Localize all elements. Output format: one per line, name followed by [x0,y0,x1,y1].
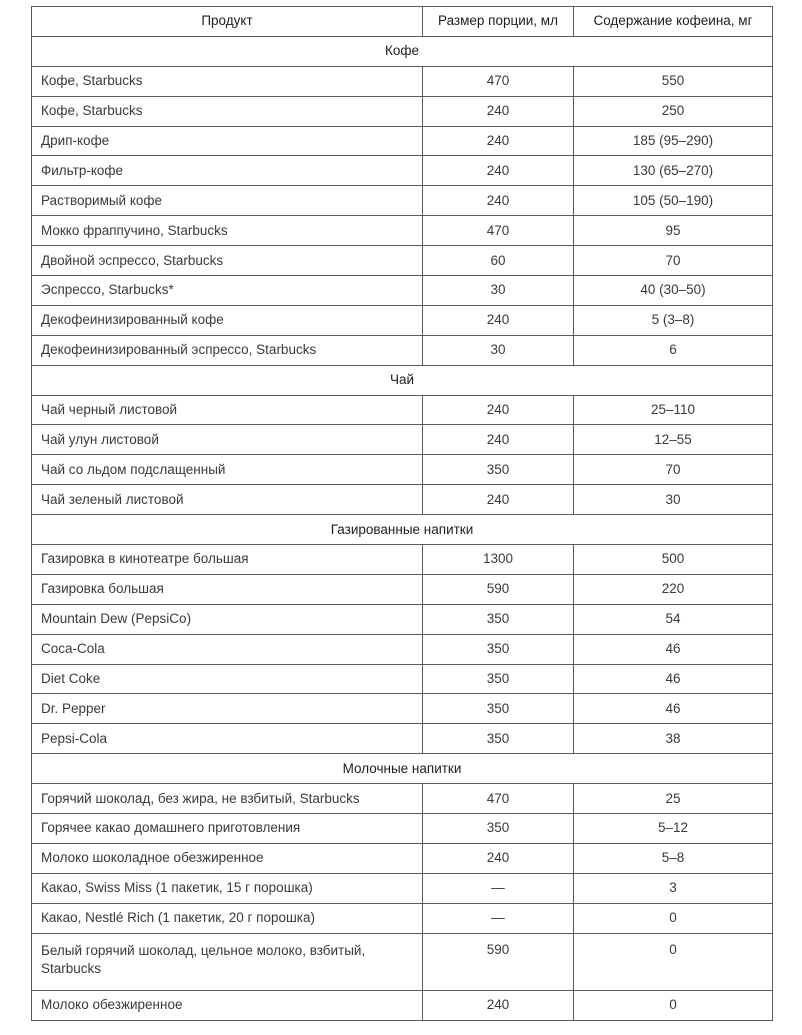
product-cell: Фильтр-кофе [32,156,423,186]
table-row [32,425,773,455]
table-row [32,903,773,933]
header-product: Продукт [32,7,423,37]
product-cell: Декофеинизированный эспрессо, Starbucks [32,335,423,365]
serving-size-cell: 240 [423,485,574,515]
caffeine-cell: 550 [574,66,773,96]
section-title: Газированные напитки [32,515,773,545]
table-row [32,276,773,306]
serving-size-cell: 30 [423,335,574,365]
product-cell: Кофе, Starbucks [32,66,423,96]
caffeine-cell: 70 [574,455,773,485]
table-row [32,485,773,515]
caffeine-cell: 0 [574,903,773,933]
product-cell: Чай улун листовой [32,425,423,455]
product-cell: Газировка большая [32,574,423,604]
serving-size-cell: 590 [423,574,574,604]
caffeine-table [31,6,773,1021]
caffeine-cell: 6 [574,335,773,365]
serving-size-cell: 470 [423,66,574,96]
serving-size-cell: 240 [423,425,574,455]
section-row [32,36,773,66]
caffeine-cell: 46 [574,664,773,694]
product-cell: Растворимый кофе [32,186,423,216]
table-row [32,724,773,754]
serving-size-cell: 240 [423,126,574,156]
table-row [32,186,773,216]
table-row [32,545,773,575]
serving-size-cell: 240 [423,186,574,216]
serving-size-cell: 30 [423,276,574,306]
caffeine-cell: 250 [574,96,773,126]
table-row [32,156,773,186]
section-row [32,515,773,545]
table-row [32,694,773,724]
serving-size-cell: 350 [423,604,574,634]
product-cell: Какао, Swiss Miss (1 пакетик, 15 г порошка) [32,873,423,903]
caffeine-cell: 0 [574,990,773,1020]
header-caffeine: Содержание кофеина, мг [574,7,773,37]
table-row [32,66,773,96]
table-row [32,784,773,814]
caffeine-cell: 3 [574,873,773,903]
product-cell: Декофеинизированный кофе [32,305,423,335]
serving-size-cell: 350 [423,694,574,724]
product-cell: Чай со льдом подслащенный [32,455,423,485]
serving-size-cell: 470 [423,784,574,814]
table-row [32,126,773,156]
caffeine-cell: 25 [574,784,773,814]
caffeine-cell: 0 [574,933,773,990]
table-row [32,634,773,664]
section-title: Чай [32,365,773,395]
product-cell: Кофе, Starbucks [32,96,423,126]
serving-size-cell: 350 [423,664,574,694]
table-row [32,395,773,425]
serving-size-cell: — [423,903,574,933]
caffeine-cell: 105 (50–190) [574,186,773,216]
product-cell: Coca-Cola [32,634,423,664]
table-row [32,814,773,844]
serving-size-cell: 240 [423,395,574,425]
product-cell: Dr. Pepper [32,694,423,724]
product-cell: Чай черный листовой [32,395,423,425]
product-cell: Белый горячий шоколад, цельное молоко, взбитый, Starbucks [32,933,423,990]
table-row [32,96,773,126]
serving-size-cell: 60 [423,246,574,276]
serving-size-cell: 590 [423,933,574,990]
product-cell: Mountain Dew (PepsiCo) [32,604,423,634]
caffeine-cell: 130 (65–270) [574,156,773,186]
caffeine-cell: 46 [574,634,773,664]
product-cell: Эспрессо, Starbucks* [32,276,423,306]
table-row [32,933,773,990]
serving-size-cell: 240 [423,156,574,186]
section-title: Молочные напитки [32,754,773,784]
header-row [32,7,773,37]
caffeine-cell: 38 [574,724,773,754]
caffeine-cell: 185 (95–290) [574,126,773,156]
product-cell: Pepsi-Cola [32,724,423,754]
caffeine-cell: 500 [574,545,773,575]
product-cell: Diet Coke [32,664,423,694]
serving-size-cell: 350 [423,634,574,664]
table-row [32,990,773,1020]
section-row [32,754,773,784]
table-row [32,664,773,694]
section-row [32,365,773,395]
caffeine-cell: 95 [574,216,773,246]
table-row [32,335,773,365]
table-body [32,36,773,1020]
serving-size-cell: 240 [423,990,574,1020]
serving-size-cell: 350 [423,724,574,754]
table-row [32,574,773,604]
product-cell: Горячее какао домашнего приготовления [32,814,423,844]
serving-size-cell: 240 [423,843,574,873]
caffeine-cell: 5–12 [574,814,773,844]
serving-size-cell: 470 [423,216,574,246]
caffeine-cell: 220 [574,574,773,604]
table-row [32,843,773,873]
serving-size-cell: 350 [423,814,574,844]
product-cell: Двойной эспрессо, Starbucks [32,246,423,276]
table-row [32,246,773,276]
caffeine-cell: 25–110 [574,395,773,425]
caffeine-cell: 12–55 [574,425,773,455]
caffeine-cell: 46 [574,694,773,724]
product-cell: Дрип-кофе [32,126,423,156]
table-row [32,873,773,903]
product-cell: Молоко шоколадное обезжиренное [32,843,423,873]
table-row [32,604,773,634]
serving-size-cell: — [423,873,574,903]
caffeine-cell: 54 [574,604,773,634]
serving-size-cell: 350 [423,455,574,485]
section-title: Кофе [32,36,773,66]
table-row [32,455,773,485]
product-cell: Мокко фраппучино, Starbucks [32,216,423,246]
table-row [32,305,773,335]
product-cell: Какао, Nestlé Rich (1 пакетик, 20 г порошка) [32,903,423,933]
caffeine-cell: 5 (3–8) [574,305,773,335]
product-cell: Чай зеленый листовой [32,485,423,515]
caffeine-cell: 70 [574,246,773,276]
product-cell: Горячий шоколад, без жира, не взбитый, Starbucks [32,784,423,814]
caffeine-cell: 40 (30–50) [574,276,773,306]
caffeine-cell: 5–8 [574,843,773,873]
serving-size-cell: 1300 [423,545,574,575]
serving-size-cell: 240 [423,305,574,335]
product-cell: Молоко обезжиренное [32,990,423,1020]
header-serving-size: Размер порции, мл [423,7,574,37]
table-row [32,216,773,246]
caffeine-cell: 30 [574,485,773,515]
product-cell: Газировка в кинотеатре большая [32,545,423,575]
serving-size-cell: 240 [423,96,574,126]
